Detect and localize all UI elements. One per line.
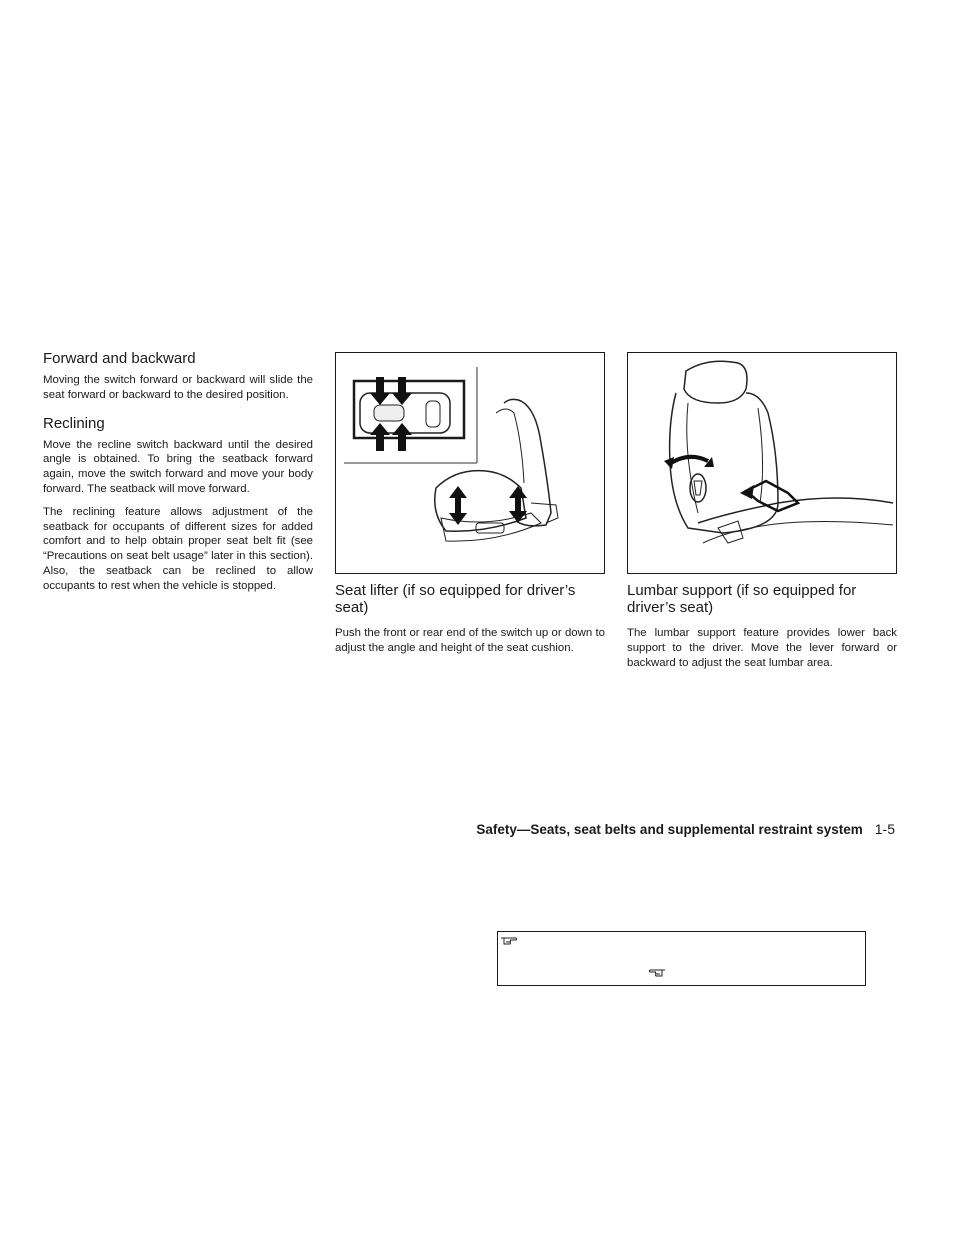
- paragraph-seat-lifter: Push the front or rear end of the switch up or down to adjust the angle and height of the seat cushion.: [335, 627, 605, 654]
- paragraph-reclining-2: The reclining feature allows adjustment of the seatback for occupants of different sizes for added comfort and to help obtain proper seat belt fit (see “Precautions on seat belt usage” later in this section). Also, the seatback can be reclined to allow occupants to rest when the vehicle is stopped.: [43, 505, 313, 592]
- lumbar-support-figure: [627, 352, 897, 574]
- pointing-hand-right-icon: [500, 934, 518, 946]
- heading-seat-lifter: Seat lifter (if so equipped for driver’s seat): [335, 582, 576, 616]
- paragraph-forward-backward: Moving the switch forward or backward will slide the seat forward or backward to the desired position.: [43, 374, 313, 401]
- paragraph-lumbar-support: The lumbar support feature provides lower back support to the driver. Move the lever forward or backward to adjust the seat lumbar area.: [627, 627, 897, 669]
- page-footer: [0, 821, 895, 837]
- pointing-hand-left-icon: [648, 966, 666, 978]
- heading-lumbar-support: Lumbar support (if so equipped for driver’s seat): [627, 582, 857, 616]
- chapter-title: Safety—Seats, seat belts and supplemental restraint system: [476, 822, 863, 837]
- column-middle: [335, 352, 605, 664]
- page-number: 1-5: [874, 821, 895, 837]
- reference-box: [497, 931, 866, 986]
- seat-lifter-illustration: [336, 353, 604, 573]
- lumbar-support-illustration: [628, 353, 896, 573]
- column-left: [43, 350, 313, 602]
- paragraph-reclining-1: Move the recline switch backward until the desired angle is obtained. To bring the seatback forward again, move the switch forward and move your body forward. The seatback will move forward.: [43, 438, 313, 495]
- column-right: [627, 352, 897, 678]
- heading-forward-backward: Forward and backward: [43, 350, 196, 367]
- heading-reclining: Reclining: [43, 414, 105, 432]
- seat-lifter-figure: [335, 352, 605, 574]
